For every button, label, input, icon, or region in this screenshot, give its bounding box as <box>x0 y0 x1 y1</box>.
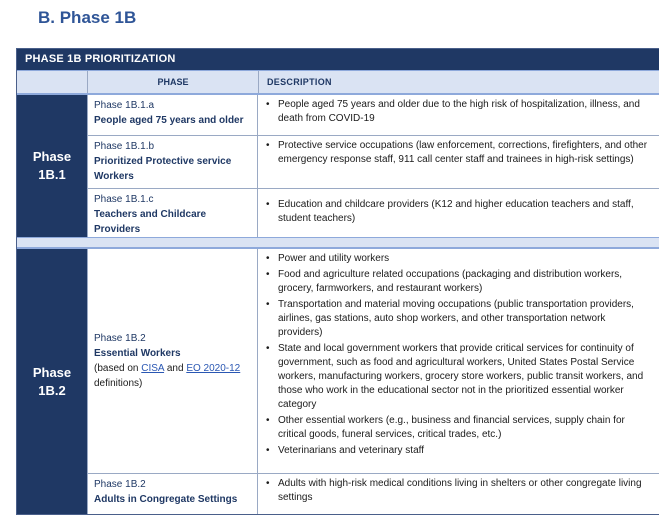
table-header-row <box>17 70 659 93</box>
header-phase: PHASE <box>87 71 258 93</box>
description-bullet: • Other essential workers (e.g., business and financial services, supply chain for critical goods, funeral services, critical trades, etc.) <box>264 414 651 442</box>
group-rows-1b2 <box>87 249 659 514</box>
phase-id: Phase 1B.2 <box>94 333 146 344</box>
header-description: DESCRIPTION <box>258 71 659 93</box>
note-prefix: (based on <box>94 363 142 374</box>
description-bullet: • Adults with high-risk medical conditions living in shelters or other congregate living settings <box>264 477 651 505</box>
table-row <box>87 135 659 188</box>
phase-name: Prioritized Protective service Workers <box>94 156 232 182</box>
description-cell <box>257 95 659 135</box>
group-label-1b2-line1: Phase <box>32 364 72 380</box>
note-suffix: definitions) <box>94 378 143 389</box>
table-title-text: PHASE 1B PRIORITIZATION <box>25 53 176 65</box>
phase-name: Essential Workers <box>94 348 181 359</box>
description-bullet: • Food and agriculture related occupations (packaging and distribution workers, grocery, farmworkers, and restaurant workers) <box>264 268 651 296</box>
phase-name: Adults in Congregate Settings <box>94 494 238 505</box>
group-rows-1b1 <box>87 95 659 237</box>
description-bullet: • People aged 75 years and older due to the high risk of hospitalization, illness, and death from COVID-19 <box>264 98 651 126</box>
description-cell <box>257 189 659 237</box>
header-spacer <box>17 71 87 93</box>
group-label-1b1-line1: Phase <box>32 149 72 164</box>
table-row <box>87 473 659 514</box>
table-row <box>87 249 659 473</box>
note-middle: and <box>164 363 187 374</box>
definitions-note <box>94 361 251 391</box>
description-bullet: • Protective service occupations (law enforcement, corrections, firefighters, and other emergency response staff, 911 call center staff and trainees in high-risk settings) <box>264 139 651 167</box>
group-label-1b2-line2: 1B.2 <box>38 382 66 398</box>
description-bullet: • Education and childcare providers (K12 and higher education teachers and staff, student teachers) <box>264 198 651 226</box>
phase-id: Phase 1B.1.b <box>94 141 155 152</box>
table-title <box>17 49 659 70</box>
description-bullet: • State and local government workers that provide critical services for continuity of government, such as food and agricultural workers, United States Postal Service workers, manufacturing workers, grocery store workers, public transit workers, and those who work in the educational sector not in the prioritized essential worker category <box>264 342 651 412</box>
table-row <box>87 188 659 237</box>
phase-name: People aged 75 years and older <box>94 115 244 126</box>
phase-cell <box>87 189 257 237</box>
phase-name: Teachers and Childcare Providers <box>94 209 207 235</box>
table-row <box>87 95 659 135</box>
phase-cell <box>87 249 257 473</box>
group-phase-1b2 <box>17 247 659 514</box>
section-title: B. Phase 1B <box>38 8 137 27</box>
prioritization-table <box>16 48 659 515</box>
phase-cell <box>87 136 257 188</box>
description-cell <box>257 136 659 188</box>
group-phase-1b1 <box>17 93 659 237</box>
phase-id: Phase 1B.2 <box>94 479 146 490</box>
group-separator <box>17 237 659 247</box>
description-cell <box>257 249 659 473</box>
description-bullet: • Veterinarians and veterinary staff <box>264 444 651 458</box>
phase-cell <box>87 95 257 135</box>
description-bullet: • Power and utility workers <box>264 252 651 266</box>
phase-id: Phase 1B.1.c <box>94 194 154 205</box>
cisa-link[interactable]: CISA <box>141 363 165 374</box>
group-label-1b1-line2: 1B.1 <box>38 167 66 182</box>
phase-cell <box>87 474 257 514</box>
description-bullet: • Transportation and material moving occupations (public transportation providers, airlines, gas stations, auto shop workers, and other transportation network providers) <box>264 298 651 340</box>
eo-2020-12-link[interactable]: EO 2020-12 <box>186 363 241 374</box>
group-label-1b1 <box>17 95 87 237</box>
group-label-1b2 <box>17 249 87 514</box>
description-cell <box>257 474 659 514</box>
phase-id: Phase 1B.1.a <box>94 100 155 111</box>
